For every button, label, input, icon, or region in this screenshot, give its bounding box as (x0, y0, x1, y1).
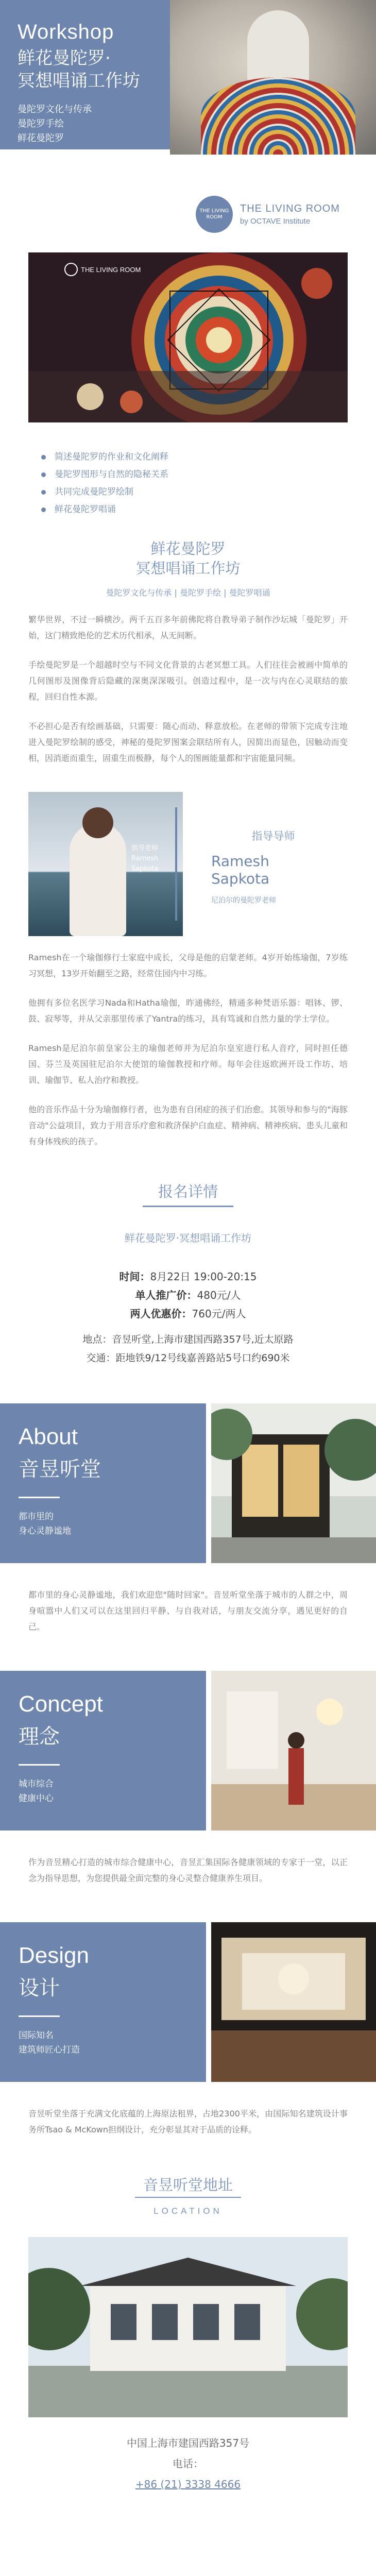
brand-name: THE LIVING ROOM (240, 203, 340, 214)
about-title-zh: 音昱听堂 (19, 1458, 101, 1481)
event-traffic (10, 1349, 366, 1367)
about-text: 都市里的身心灵静谧地，我们欢迎您"随时回家"。音昱听堂坐落于城市的人群之中，周身喧嚣中人们又可以在这里回归平静、与自我对话，与朋友交流分享，遇见更好的自己。 (28, 1590, 348, 1632)
list-item: 曼陀罗图形与自然的隐秘关系 (41, 466, 376, 483)
event-name: 鲜花曼陀罗·冥想唱诵工作坊 (124, 1232, 252, 1244)
teacher-name-line1: Ramesh (211, 853, 269, 870)
hero-title-line1: 鲜花曼陀罗· (18, 48, 111, 69)
location-building-image (28, 2237, 348, 2417)
event-price-pair (0, 1304, 376, 1323)
teacher-card (175, 807, 348, 921)
about-note (19, 1510, 187, 1538)
hero (0, 0, 376, 155)
mandala-photo-logo-text: THE LIVING ROOM (81, 265, 141, 274)
brand-text (240, 203, 340, 226)
intro-paragraph: 繁华世界，不过一瞬横沙。两千五百多年前佛陀将自教导弟子制作沙坛城「曼陀罗」开始，这门精致绝伦的艺术历代相承，从无间断。 (28, 615, 348, 640)
hero-title-line2: 冥想唱诵工作坊 (18, 71, 140, 91)
teacher-caption-line1: 指导老师 (131, 844, 159, 852)
brand-by: by OCTAVE Institute (240, 217, 311, 226)
intro-paragraph: 手绘曼陀罗是一个超越时空与不同文化背景的古老冥想工具。人们往往会被画中简单的几何图形及图像背后隐藏的深奥深深吸引。创造过程中，是一次与内在心灵联结的旅程，回归自性本源。 (28, 660, 348, 702)
concept-photo (211, 1671, 376, 1831)
location-title (0, 2174, 376, 2216)
mandala-photo (28, 252, 348, 422)
concept-title-en: Concept (19, 1691, 103, 1717)
teacher-paragraph: Ramesh在一个瑜伽修行士家庭中成长，父母是他的启蒙老师。4岁开始练瑜伽，7岁练习冥想，13岁开始翻至之路，经常住园内中习练。 (28, 953, 348, 978)
teacher-name (211, 853, 335, 888)
list-item: 简述曼陀罗的作业和文化阐释 (41, 448, 376, 466)
intro-title-line1: 鲜花曼陀罗 (150, 540, 226, 557)
teacher-name-line2: Sapkota (211, 870, 270, 887)
mandala-photo-logo (64, 263, 141, 276)
price-single-value: 480元/人 (197, 1289, 241, 1301)
price-pair-value: 760元/两人 (192, 1308, 246, 1320)
teacher-photo-body (70, 823, 126, 936)
location-photo (28, 2237, 348, 2417)
hero-title (18, 47, 152, 92)
teacher-photo (28, 792, 183, 936)
teacher-section (0, 792, 376, 936)
hero-subs (18, 103, 152, 146)
teacher-caption-line2: Ramesh Sapkota (131, 855, 159, 873)
traffic-value: 距地铁9/12号线嘉善路站5号口约690米 (115, 1352, 290, 1364)
about-divider (19, 1497, 60, 1498)
design-interior-image (211, 1922, 376, 2082)
teacher-photo-head (82, 807, 113, 838)
hero-sub-item: 曼陀罗手绘 (18, 118, 64, 129)
event-time-label: 时间： (119, 1270, 150, 1283)
page-bottom-spacer (0, 2495, 376, 2526)
logo-ring-icon (64, 263, 78, 276)
intro-title-line2: 冥想唱诵工作坊 (135, 560, 241, 577)
location-title-en: LOCATION (153, 2206, 223, 2216)
concept-room-image (211, 1671, 376, 1831)
design-title-zh: 设计 (19, 1976, 60, 2000)
concept-divider (19, 1764, 60, 1766)
about-card (0, 1403, 206, 1563)
concept-note (19, 1777, 187, 1806)
location-title-zh: 音昱听堂地址 (135, 2174, 241, 2198)
event-location (0, 1330, 376, 1367)
mandala-artwork (28, 252, 348, 422)
address-label: 地点： (82, 1334, 112, 1345)
about-photo (211, 1403, 376, 1563)
design-note-line2: 建筑师匠心打造 (19, 2045, 80, 2055)
intro-subtitle: 曼陀罗文化与传承 | 曼陀罗手绘 | 曼陀罗唱诵 (106, 588, 270, 598)
about-note-line2: 身心灵静谧地 (19, 1526, 71, 1536)
signup-title-text: 报名详情 (143, 1180, 233, 1207)
hero-sub-item: 鲜花曼陀罗 (18, 133, 64, 144)
hero-photo-mandala (201, 77, 355, 155)
teacher-role: 指导导师 (251, 830, 295, 842)
about-block (0, 1403, 376, 1573)
location-address: 中国上海市建国西路357号 (126, 2437, 250, 2449)
list-item: 共同完成曼陀罗绘制 (41, 483, 376, 501)
price-pair-label: 两人优惠价： (130, 1308, 192, 1320)
hero-photo-figure (247, 10, 309, 88)
hero-panel (0, 0, 170, 149)
event-price-single (0, 1286, 376, 1304)
hero-tag: Workshop (18, 21, 114, 43)
intro-paragraph: 不必担心是否有绘画基础，只需要：随心而动、释意放松。在老师的带领下完成专注地进入曼陀罗绘制的感受，神秘的曼陀罗图案会联结所有人，因简出而显色，因触动而变相，因消逝而重生，固重生而极静，每个人的图画能量都和宇宙能量同频。 (28, 721, 348, 763)
intro-title (0, 539, 376, 578)
teacher-paragraph: 他拥有多位名医学习Nada和Hatha瑜伽，昨通佛经，精通多种梵语乐器：唱钵、锣、鼓、寂琴等，并从父亲那里传承了Yantra的练习，具有笃诚和自然力量的学士学位。 (28, 998, 348, 1024)
brand-logo-icon: THE LIVING ROOM (196, 196, 233, 233)
design-block (0, 1922, 376, 2092)
topic-list (41, 448, 376, 518)
event-time-value: 8月22日 19:00-20:15 (150, 1270, 257, 1283)
design-note-line1: 国际知名 (19, 2030, 54, 2041)
design-title-en: Design (19, 1943, 89, 1968)
location-contact (0, 2433, 376, 2495)
brand (196, 196, 340, 233)
hero-photo (170, 0, 376, 155)
design-text: 音昱听堂坐落于充满文化底蕴的上海原法租界，占地2300平米，由国际知名建筑设计事务所Tsao & McKown担纲设计，充分彰显其对于品质的诠释。 (28, 2109, 348, 2134)
hero-sub-item: 曼陀罗文化与传承 (18, 104, 92, 115)
address-value: 音昱听堂,上海市建国西路357号,近太原路 (112, 1334, 294, 1345)
traffic-label: 交通： (86, 1352, 116, 1364)
concept-note-line2: 健康中心 (19, 1793, 54, 1804)
concept-card (0, 1671, 206, 1831)
design-card (0, 1922, 206, 2082)
design-divider (19, 2015, 60, 2017)
brand-row (0, 155, 376, 252)
location-phone-label: 电话： (173, 2458, 203, 2470)
design-note (19, 2028, 187, 2057)
concept-note-line1: 城市综合 (19, 1779, 54, 1789)
signup-title (0, 1180, 376, 1207)
concept-block (0, 1671, 376, 1841)
teacher-paragraph: Ramesh是尼泊尔前皇家公主的瑜伽老师并为尼泊尔皇室进行私人音疗，同时担任德国、芬兰及英国驻尼泊尔大使馆的瑜伽教授和疗师。每年会往返欧洲开设工作坊、培训、瑜伽节、私人治疗和教授。 (28, 1043, 348, 1085)
teacher-paragraph: 他的音乐作品十分为瑜伽修行者，也为患有自闭症的孩子们治愈。其领导和参与的"海豚音动"公益项目，致力于用音乐疗愈和救济保护白血症、精神病、精神疾病、患头儿童和有身体残疾的孩子。 (28, 1105, 348, 1146)
price-single-label: 单人推广价： (135, 1289, 197, 1301)
about-building-image (211, 1403, 376, 1563)
concept-text: 作为音昱精心打造的城市综合健康中心，音昱汇集国际各健康领域的专家于一堂，以正念为指导思想，为您提供最全面完整的身心灵整合健康养生项目。 (28, 1857, 348, 1883)
event-address (10, 1330, 366, 1349)
design-photo (211, 1922, 376, 2082)
teacher-desc: 尼泊尔的曼陀罗老师 (211, 896, 276, 905)
event-time (0, 1267, 376, 1286)
about-note-line1: 都市里的 (19, 1512, 54, 1522)
about-title-en: About (19, 1424, 78, 1449)
phone-link[interactable]: +86 (21) 3338 4666 (135, 2478, 241, 2490)
event-info (0, 1267, 376, 1323)
list-item: 鲜花曼陀罗唱诵 (41, 501, 376, 518)
concept-title-zh: 理念 (19, 1725, 60, 1749)
